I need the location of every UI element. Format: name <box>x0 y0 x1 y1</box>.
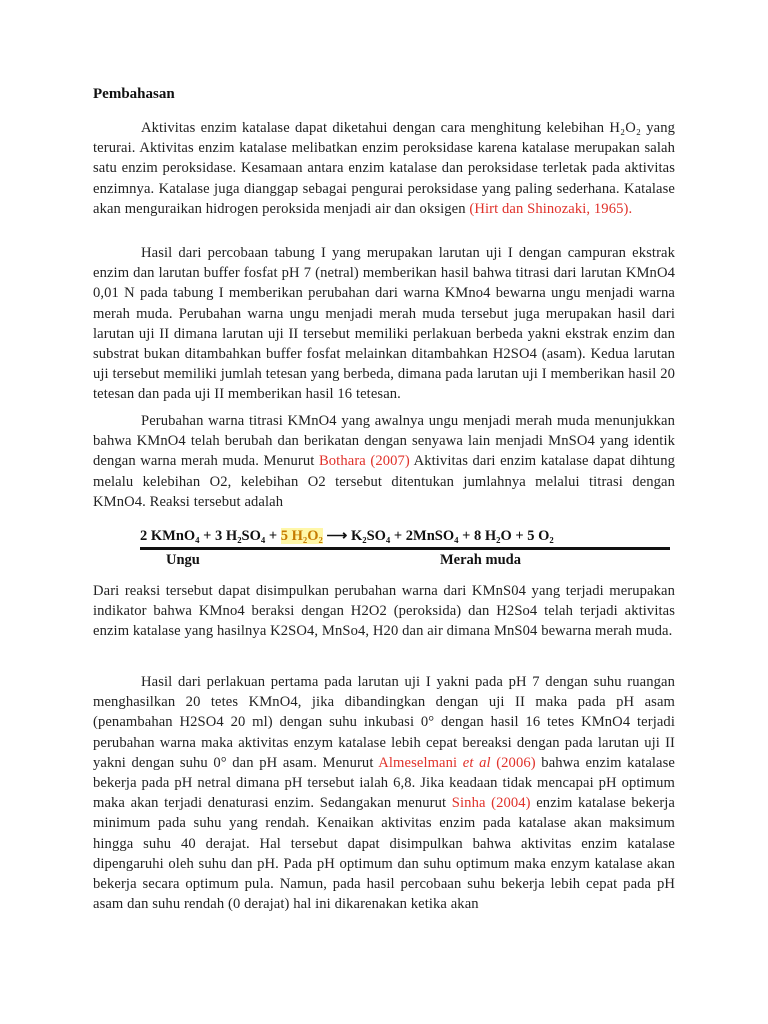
paragraph-4-text: Dari reaksi tersebut dapat disimpulkan perubahan warna dari KMnS04 yang terjadi merupakan indikator bahwa KMno4 beraksi dengan H2O2 (peroksida) dan H2So4 telah terjadi aktivitas enzim katalase yang hasilnya K2SO4, MnSo4, H20 dan air dimana MnS04 bewarna merah muda. <box>93 583 675 640</box>
citation-et-al: et al <box>462 754 491 771</box>
paragraph-5-text-b: bahwa enzim katalase bekerja pada pH netral dimana pH tersebut ialah 6,8. Jika keadaan tidak mencapai pH optimum maka akan terjadi denaturasi enzim. Sedangakan menurut <box>93 754 675 812</box>
paragraph-1-text: Aktivitas enzim katalase dapat diketahui dengan cara menghitung kelebihan H₂O₂ yang terurai. Aktivitas enzim katalase melibatkan enzim peroksidase karena katalase merupakan salah satu enzim peroksidase. Kesamaan antara enzim katalase dan peroksidase terletak pada aktivitas enzimnya. Katalase juga dianggap sebagai pengurai peroksidase yang paling sederhana. Katalase akan menguraikan hidrogen peroksida menjadi air dan oksigen <box>93 120 675 217</box>
paragraph-2-text: Hasil dari percobaan tabung I yang merupakan larutan uji I dengan campuran ekstrak enzim dan larutan buffer fosfat pH 7 (netral) memberikan hasil bahwa titrasi dari larutan KMnO4 0,01 N pada tabung I memberikan perubahan dari warna KMno4 bewarna ungu menjadi warna merah muda. Perubahan warna ungu menjadi merah muda tersebut juga merupakan hasil dari larutan uji II dimana larutan uji II tersebut memiliki perlakuan berbeda yakni ekstrak enzim dan substrat bukan ditambahkan buffer fosfat melainkan ditambahkan H2SO4 (asam). Kedua larutan uji tersebut memiliki jumlah tetesan yang berbeda, dimana pada larutan uji I memberikan hasil 20 tetesan dan pada uji II memberikan hasil 16 tetesan. <box>93 245 675 403</box>
reaction-equation <box>140 528 670 572</box>
paragraph-3-text-a: Perubahan warna titrasi KMnO4 yang awalnya ungu menjadi merah muda menunjukkan bahwa KMnO4 telah berubah dan berikatan dengan senyawa lain menjadi MnSO4 yang identik dengan warna merah muda. Menurut <box>93 413 675 470</box>
paragraph-5-text-a: Hasil dari perlakuan pertama pada larutan uji I yakni pada pH 7 dengan suhu ruangan menghasilkan 20 tetes KMnO4, jika dibandingkan dengan uji II maka pada pH asam (penambahan H2SO4 20 ml) dengan suhu inkubasi 0° dengan hasil 16 tetes KMnO4 terjadi perubahan warna maka aktivitas enzym katalase lebih cepat bereaksi dengan pada larutan uji II yakni dengan suhu 0° dan pH asam. Menurut <box>93 674 675 771</box>
paragraph-2 <box>93 243 675 405</box>
citation-hirt: (Hirt dan Shinozaki, 1965). <box>469 200 633 217</box>
citation-almeselmani <box>378 755 535 771</box>
equation-highlight-h2o2: 5 H₂O₂ <box>280 528 323 544</box>
section-heading: Pembahasan <box>93 86 175 102</box>
equation-reactants: 2 KMnO₄ + 3 H₂SO₄ + <box>140 528 278 544</box>
paragraph-5 <box>93 672 675 914</box>
label-merah-muda: Merah muda <box>440 552 521 568</box>
paragraph-4 <box>93 581 675 642</box>
equation-rule <box>140 547 670 550</box>
equation-arrow: ⟶ <box>326 528 348 544</box>
equation-products: K₂SO₄ + 2MnSO₄ + 8 H₂O + 5 O₂ <box>350 528 554 544</box>
citation-sinha: Sinha (2004) <box>451 795 531 812</box>
paragraph-5-text-c: enzim katalase bekerja minimum pada suhu yang rendah. Kenaikan aktivitas enzim pada katalase akan maksimum hingga suhu 40 derajat. Hal tersebut dapat disimpulkan bahwa aktivitas enzim katalase dipengaruhi oleh suhu dan pH. Pada pH optimum dan suhu optimum maka enzym katalase akan bekerja secara optimum pula. Namun, pada hasil percobaan suhu bekerja lebih cepat pada pH asam dan suhu rendah (0 derajat) hal ini dikarenakan ketika akan <box>93 795 676 913</box>
paragraph-3 <box>93 411 675 512</box>
label-ungu: Ungu <box>166 552 200 568</box>
equation-line <box>140 528 668 545</box>
paragraph-1 <box>93 118 675 219</box>
citation-bothara: Bothara (2007) <box>318 453 410 470</box>
paragraph-3-text-b: Aktivitas dari enzim katalase dapat dihtung melalu kelebihan O2, kelebihan O2 tersebut ditentukan jumlahnya melalui titrasi dengan KMnO4. Reaksi tersebut adalah <box>93 453 675 510</box>
citation-almeselmani-year: (2006) <box>490 754 536 771</box>
citation-almeselmani-name: Almeselmani <box>378 754 463 771</box>
